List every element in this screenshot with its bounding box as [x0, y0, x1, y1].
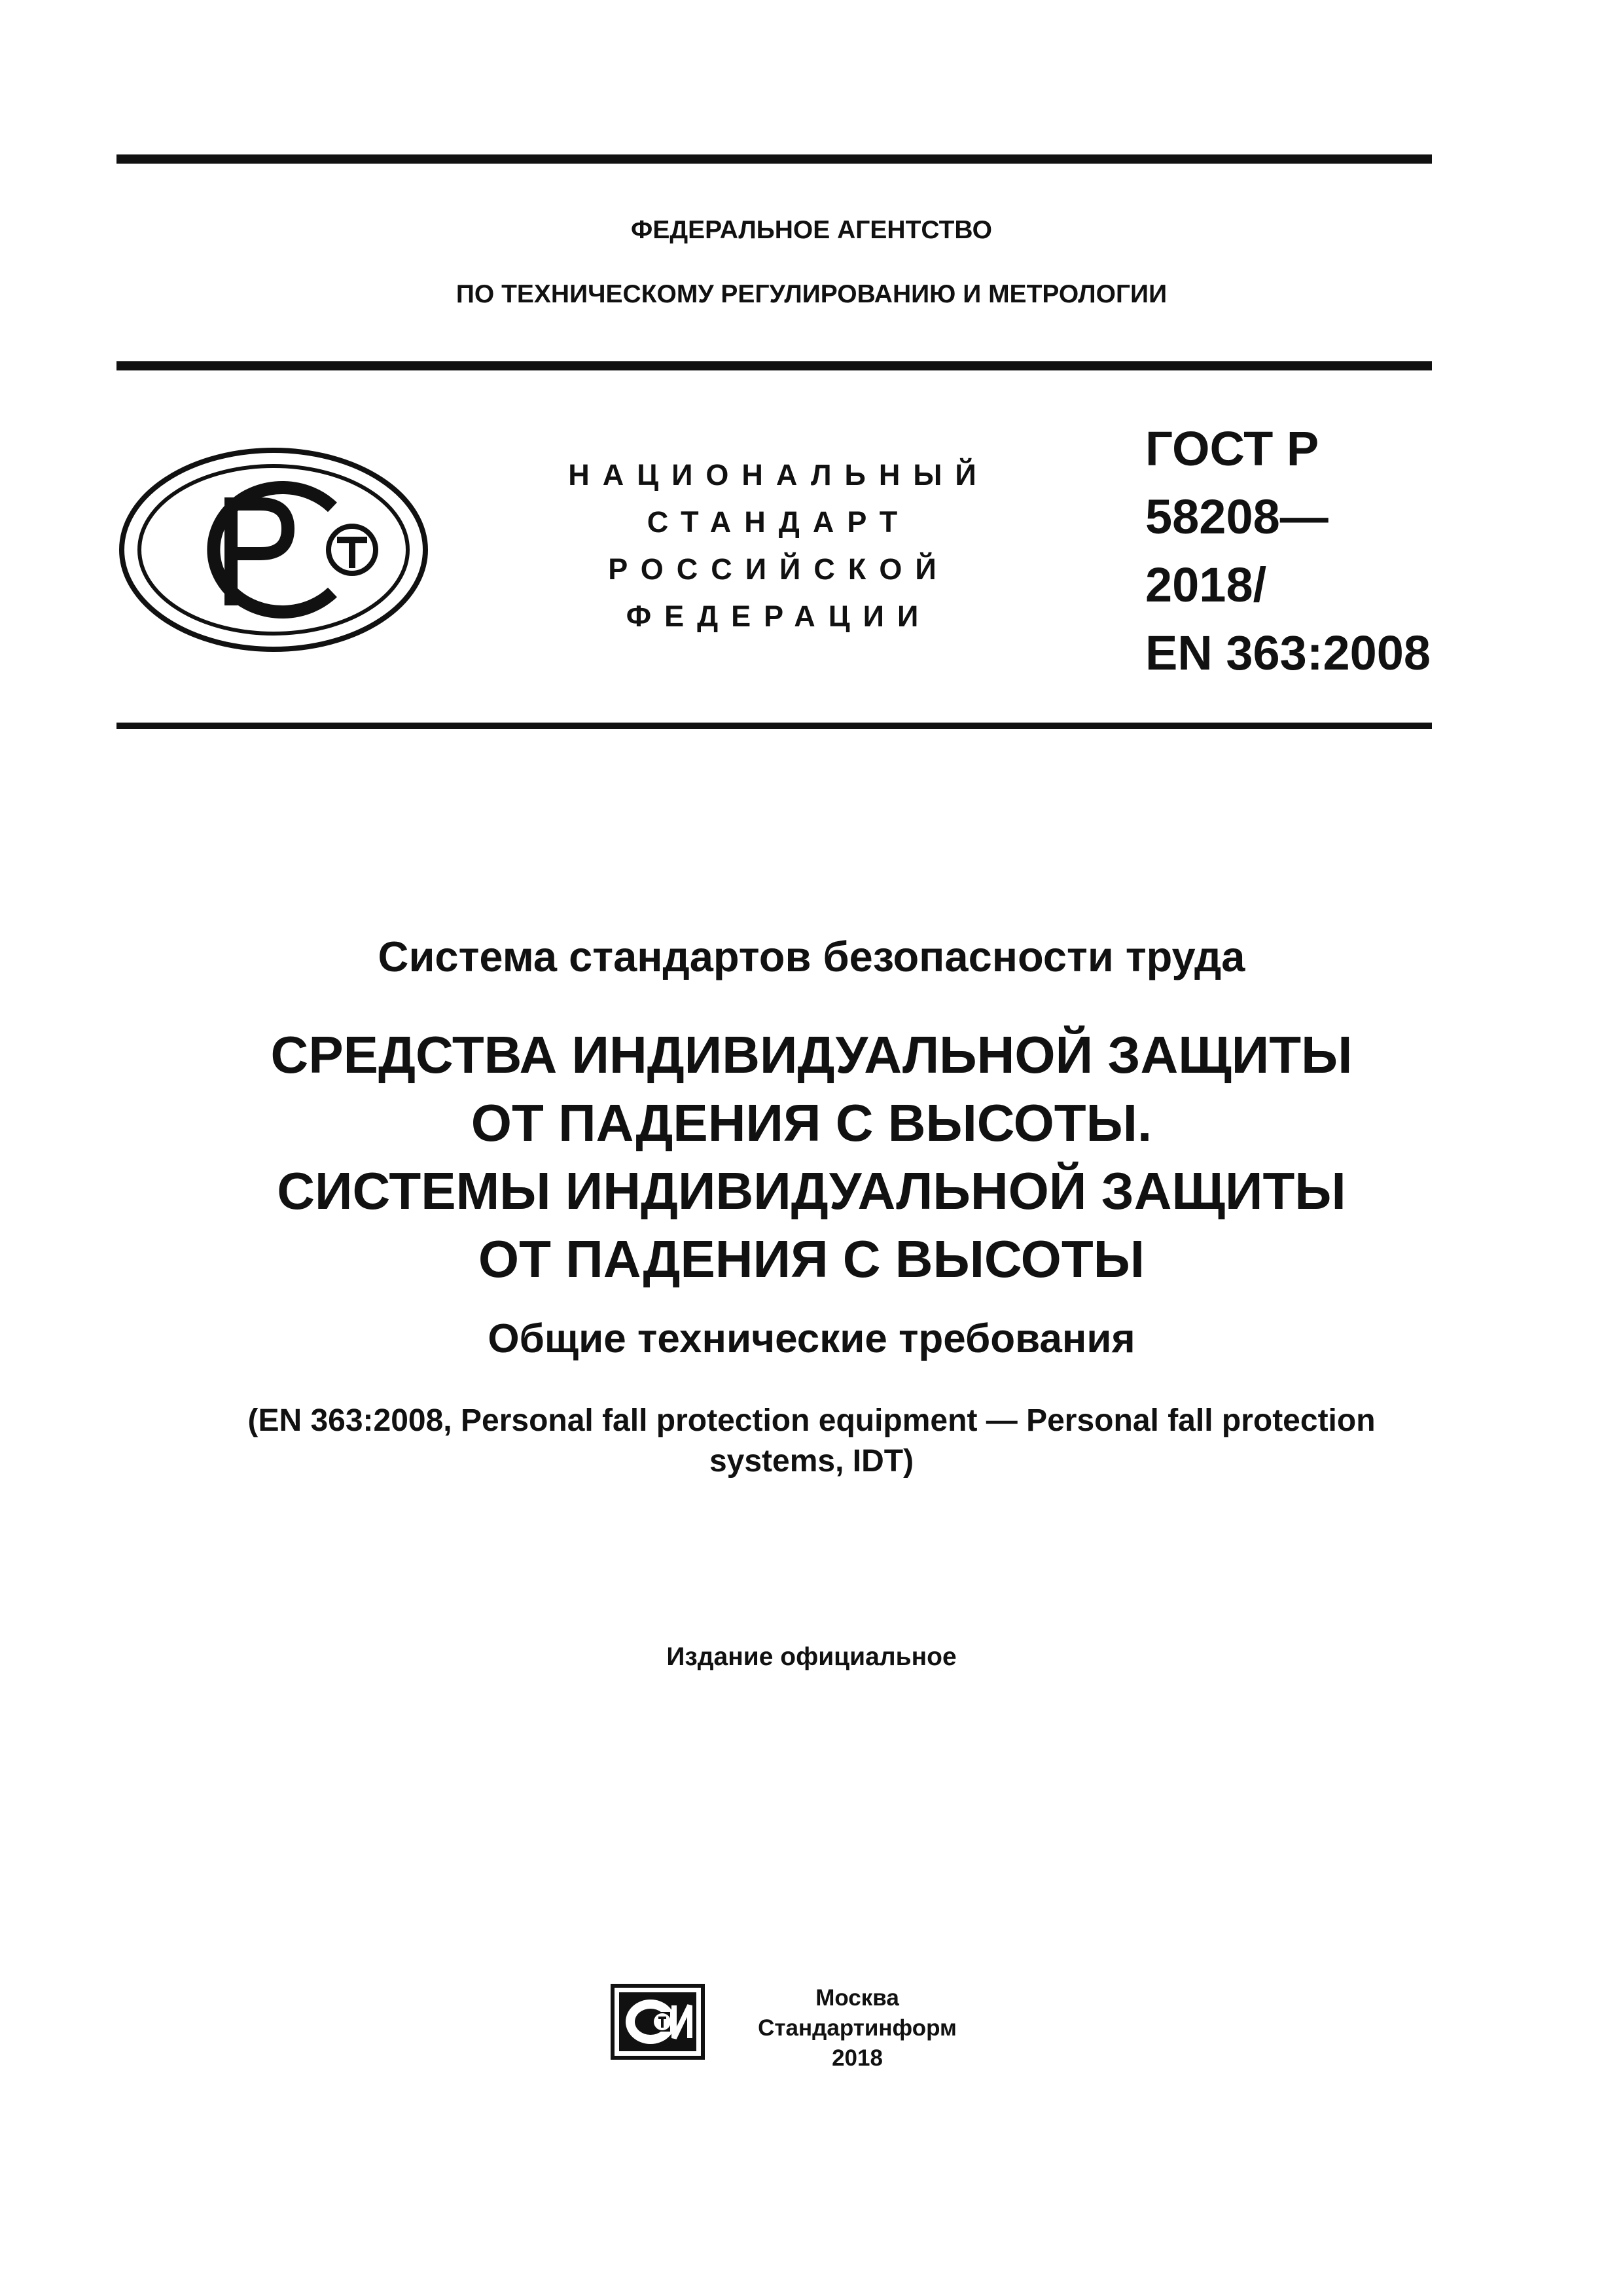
series-title: Система стандартов безопасности труда [378, 933, 1245, 980]
top-rule [116, 154, 1432, 164]
edition-label: Издание официальное [666, 1643, 957, 1671]
en-reference-line-1: (EN 363:2008, Personal fall protection equipment — Personal fall protection [247, 1403, 1376, 1438]
standartinform-logo [610, 1983, 708, 2062]
main-title [0, 1021, 1623, 1293]
main-title-line-3: СИСТЕМЫ ИНДИВИДУАЛЬНОЙ ЗАЩИТЫ [277, 1162, 1346, 1220]
block-rule [116, 723, 1432, 729]
agency-line-1: ФЕДЕРАЛЬНОЕ АГЕНТСТВО [631, 216, 992, 244]
national-line-1: НАЦИОНАЛЬНЫЙ [568, 458, 990, 492]
gost-line-1: ГОСТ Р [1145, 422, 1319, 476]
publisher-block [740, 1983, 975, 2073]
rst-logo [116, 445, 431, 655]
gost-line-4: EN 363:2008 [1145, 626, 1431, 680]
publisher-name: Стандартинформ [758, 2015, 957, 2041]
gost-line-2: 58208— [1145, 490, 1329, 544]
national-line-4: ФЕДЕРАЦИИ [626, 600, 932, 633]
subtitle: Общие технические требования [488, 1316, 1135, 1361]
main-title-line-4: ОТ ПАДЕНИЯ С ВЫСОТЫ [478, 1230, 1145, 1288]
publisher-year: 2018 [832, 2045, 883, 2071]
national-line-2: СТАНДАРТ [647, 505, 911, 539]
gost-designation [1145, 415, 1431, 687]
header-rule [116, 361, 1432, 370]
en-reference [0, 1401, 1623, 1482]
publisher-city: Москва [815, 1985, 899, 2011]
main-title-line-2: ОТ ПАДЕНИЯ С ВЫСОТЫ. [471, 1094, 1152, 1152]
main-title-line-1: СРЕДСТВА ИНДИВИДУАЛЬНОЙ ЗАЩИТЫ [270, 1026, 1353, 1084]
agency-line-2: ПО ТЕХНИЧЕСКОМУ РЕГУЛИРОВАНИЮ И МЕТРОЛОГИИ [455, 280, 1168, 308]
national-line-3: РОССИЙСКОЙ [608, 552, 950, 586]
en-reference-line-2: systems, IDT) [709, 1444, 914, 1479]
gost-line-3: 2018/ [1145, 558, 1267, 612]
national-standard-label [524, 452, 1034, 640]
